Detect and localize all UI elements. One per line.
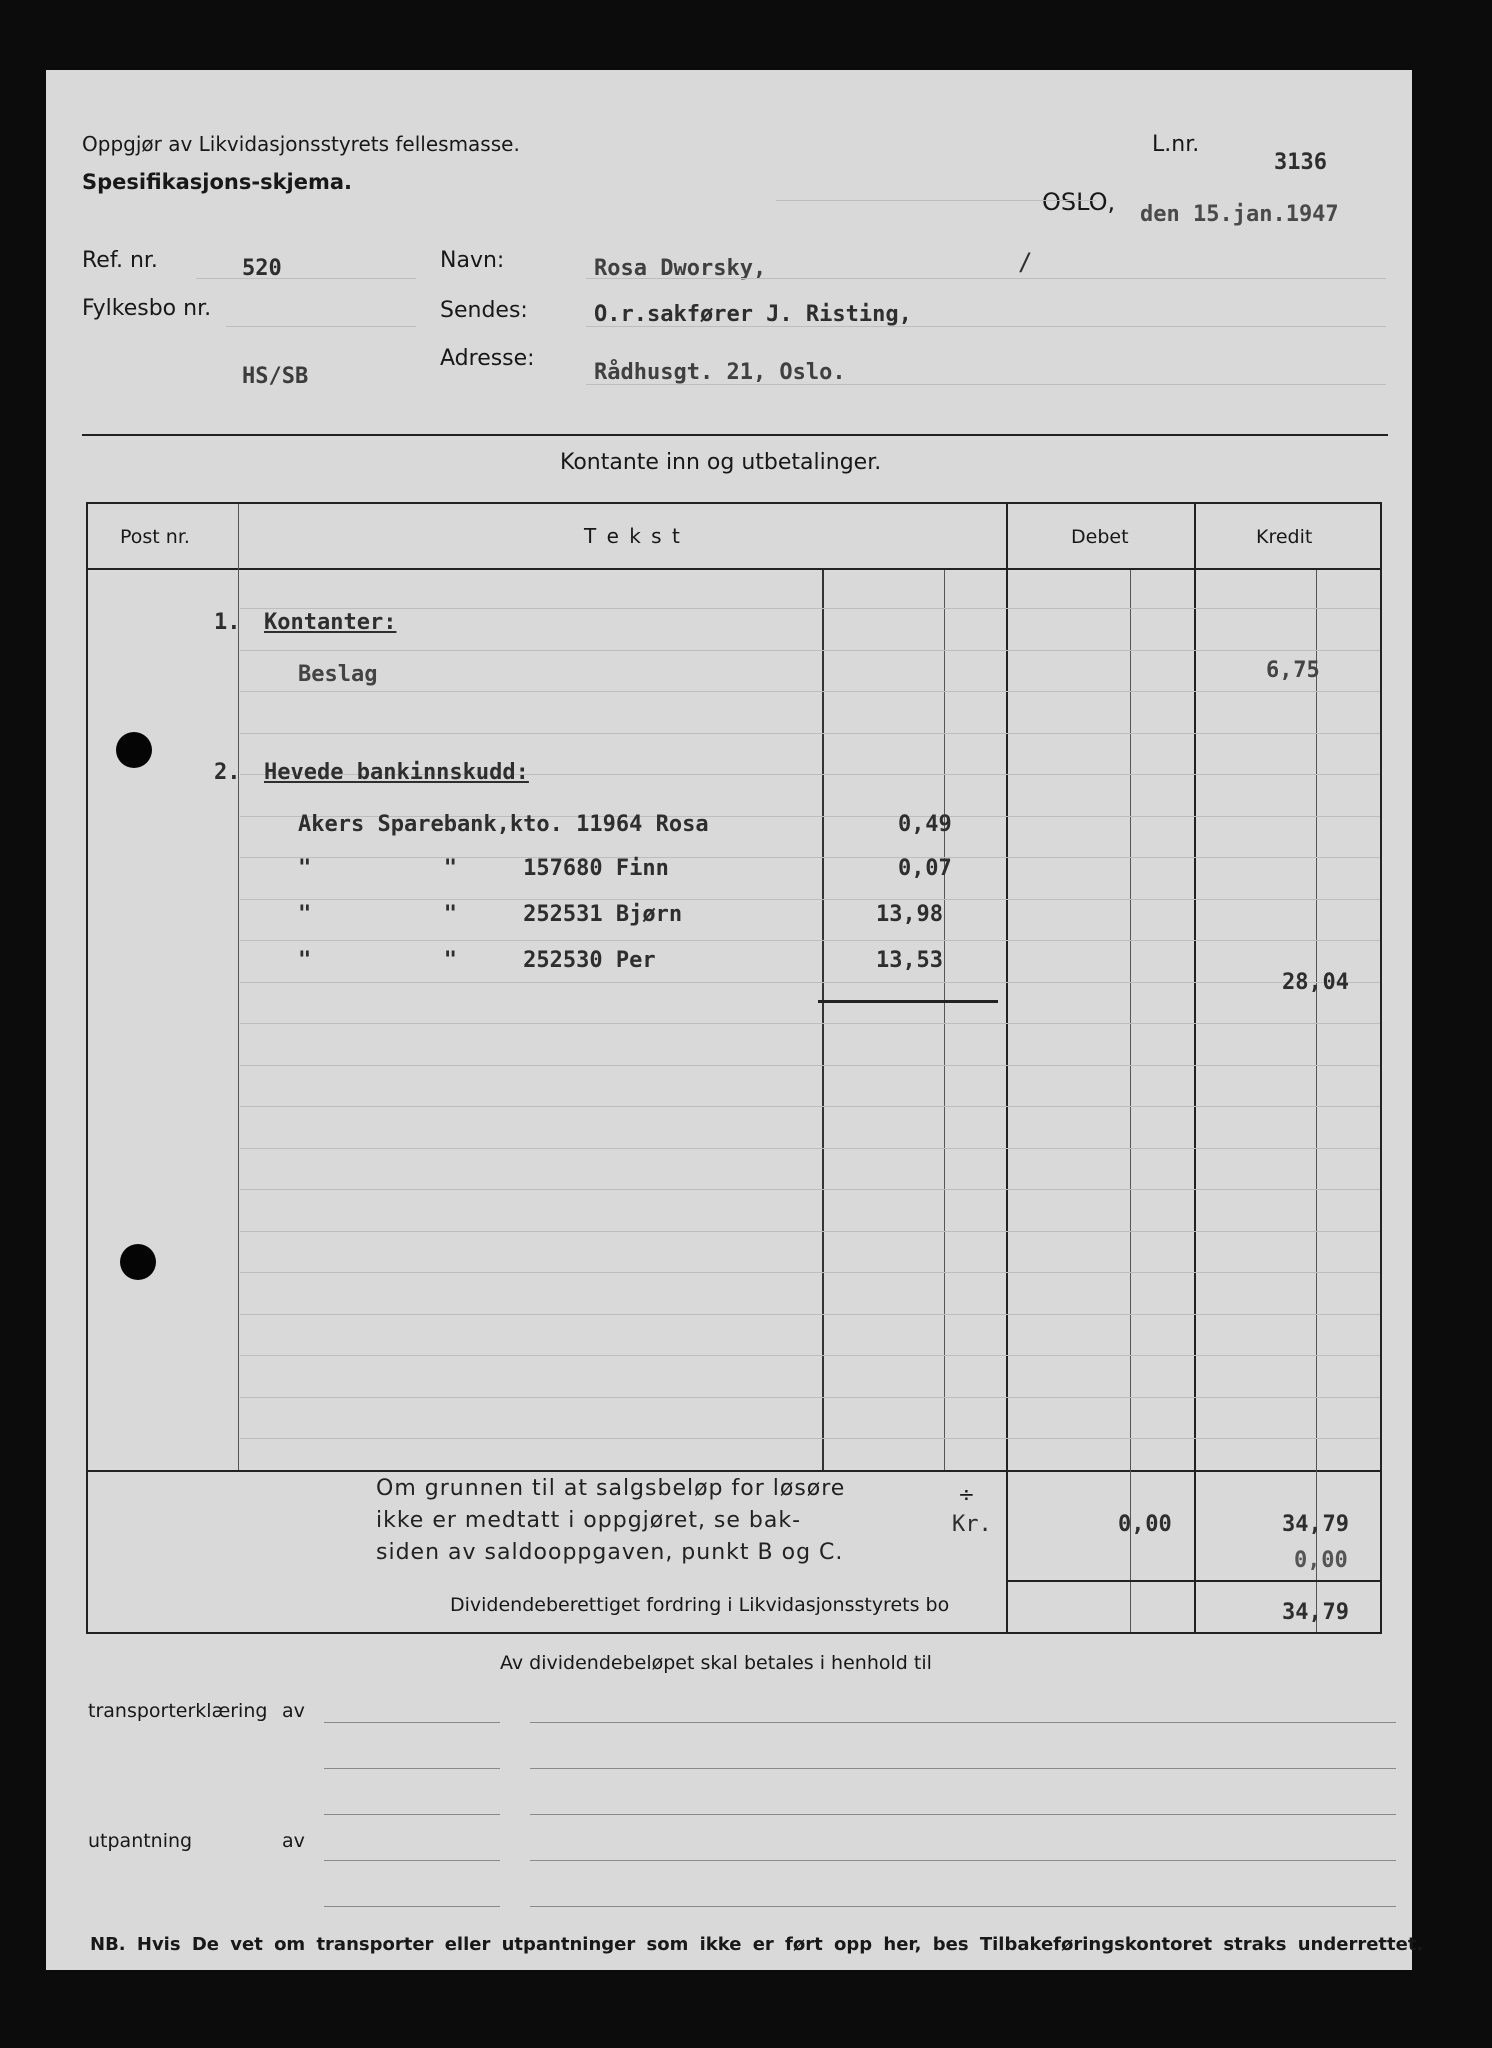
lnr-label: L.nr. <box>1152 132 1200 157</box>
form-name: Spesifikasjons-skjema. <box>82 170 353 194</box>
ledger-line <box>240 650 1380 651</box>
section-title: Kontante inn og utbetalinger. <box>560 450 882 475</box>
column-divider <box>1006 504 1008 1632</box>
oslo-label: OSLO, <box>1042 188 1116 216</box>
kredit-total: 34,79 <box>1282 1512 1349 1537</box>
ref-value: 520 <box>242 256 282 281</box>
column-divider <box>1194 504 1196 1632</box>
transport-line <box>324 1860 500 1861</box>
ledger-line <box>240 1272 1380 1273</box>
bank-row-amount: 0,07 <box>898 856 952 881</box>
transport-line <box>324 1768 500 1769</box>
transport-intro: Av dividendebeløpet skal betales i henhold til <box>500 1652 932 1674</box>
document-page <box>46 70 1424 1970</box>
ledger-line <box>240 1355 1380 1356</box>
bank-row-text: " " 252530 Per <box>298 948 656 973</box>
subtotal-underline <box>818 1000 998 1003</box>
transport-line <box>530 1860 1396 1861</box>
transport-line <box>530 1814 1396 1815</box>
item-title: Hevede bankinnskudd: <box>264 760 529 785</box>
totals-rule <box>88 1470 1380 1472</box>
av-label: av <box>282 1700 305 1722</box>
sendes-label: Sendes: <box>440 298 528 323</box>
transport-line <box>324 1814 500 1815</box>
column-divider <box>238 504 239 1470</box>
dividend-label: Dividendeberettiget fordring i Likvidasjonsstyrets bo <box>450 1594 950 1616</box>
utpantning-label: utpantning <box>88 1830 193 1852</box>
fylkesbo-label: Fylkesbo nr. <box>82 296 212 321</box>
header-debet: Debet <box>1071 526 1129 548</box>
bank-row-amount: 13,98 <box>876 902 943 927</box>
header-kredit: Kredit <box>1256 526 1313 548</box>
column-divider <box>822 570 824 1470</box>
bank-row-text: " " 252531 Bjørn <box>298 902 683 927</box>
punch-hole <box>116 732 152 768</box>
navn-label: Navn: <box>440 248 505 273</box>
ledger-line <box>240 940 1380 941</box>
navn-value: Rosa Dworsky, <box>594 256 767 281</box>
ref-label: Ref. nr. <box>82 248 158 273</box>
initials: HS/SB <box>242 364 309 389</box>
punch-hole <box>120 1244 156 1280</box>
column-divider <box>1316 570 1317 1632</box>
ledger-line <box>240 1189 1380 1190</box>
transport-line <box>530 1722 1396 1723</box>
note-line: Om grunnen til at salgsbeløp for løsøre <box>376 1476 846 1501</box>
transport-line <box>530 1768 1396 1769</box>
transport-label: transporterklæring <box>88 1700 268 1722</box>
header-rule <box>88 568 1380 570</box>
column-divider <box>944 570 945 1470</box>
debet-total: 0,00 <box>1118 1512 1172 1537</box>
ledger-line <box>240 1023 1380 1024</box>
writing-line <box>586 278 1386 279</box>
transport-line <box>324 1722 500 1723</box>
ledger-table <box>86 502 1382 1634</box>
item-subtitle: Beslag <box>298 662 378 687</box>
transport-line <box>530 1906 1396 1907</box>
item-number: 1. <box>214 610 241 635</box>
av-label: av <box>282 1830 305 1852</box>
ledger-line <box>240 608 1380 609</box>
adresse-value: Rådhusgt. 21, Oslo. <box>594 360 846 385</box>
kredit-amount: 6,75 <box>1266 658 1320 683</box>
kredit-amount: 28,04 <box>1282 970 1349 995</box>
ledger-line <box>240 899 1380 900</box>
ledger-line <box>240 982 1380 983</box>
header-tekst: T e k s t <box>584 524 682 548</box>
header-title: Oppgjør av Likvidasjonsstyrets fellesmasse. <box>82 132 520 156</box>
writing-line <box>586 384 1386 385</box>
navn-mark: / <box>1018 248 1033 276</box>
writing-line <box>586 326 1386 327</box>
date-value: den 15.jan.1947 <box>1140 202 1339 227</box>
adresse-label: Adresse: <box>440 346 535 371</box>
ledger-line <box>240 1065 1380 1066</box>
column-divider <box>1130 570 1131 1632</box>
ledger-line <box>240 1397 1380 1398</box>
ledger-line <box>240 1106 1380 1107</box>
ledger-line <box>240 1231 1380 1232</box>
lnr-value: 3136 <box>1274 150 1327 175</box>
dividend-amount: 34,79 <box>1282 1600 1349 1625</box>
writing-line <box>226 326 416 327</box>
kredit-deduction: 0,00 <box>1294 1548 1348 1573</box>
writing-line <box>776 200 1096 201</box>
sendes-value: O.r.sakfører J. Risting, <box>594 302 912 327</box>
item-number: 2. <box>214 760 241 785</box>
ledger-line <box>240 691 1380 692</box>
ledger-line <box>240 733 1380 734</box>
note-line: siden av saldooppgaven, punkt B og C. <box>376 1540 844 1565</box>
total-rule <box>1008 1580 1380 1582</box>
ledger-line <box>240 1314 1380 1315</box>
ledger-line <box>240 1438 1380 1439</box>
item-title: Kontanter: <box>264 610 397 635</box>
header-post: Post nr. <box>120 526 190 548</box>
transport-line <box>324 1906 500 1907</box>
bank-row-amount: 13,53 <box>876 948 943 973</box>
nb-notice: NB. Hvis De vet om transporter eller utpantninger som ikke er ført opp her, bes Tilbakeføringskontoret straks underrettet. <box>90 1934 1424 1955</box>
ledger-line <box>240 1148 1380 1149</box>
bank-row-text: Akers Sparebank,kto. 11964 Rosa <box>298 812 709 837</box>
bank-row-text: " " 157680 Finn <box>298 856 669 881</box>
bank-row-amount: 0,49 <box>898 812 952 837</box>
writing-line <box>196 278 416 279</box>
kr-label: Kr. <box>952 1512 992 1537</box>
note-line: ikke er medtatt i oppgjøret, se bak- <box>376 1508 802 1533</box>
minus-symbol: ÷ <box>958 1482 975 1506</box>
section-divider <box>82 434 1388 436</box>
